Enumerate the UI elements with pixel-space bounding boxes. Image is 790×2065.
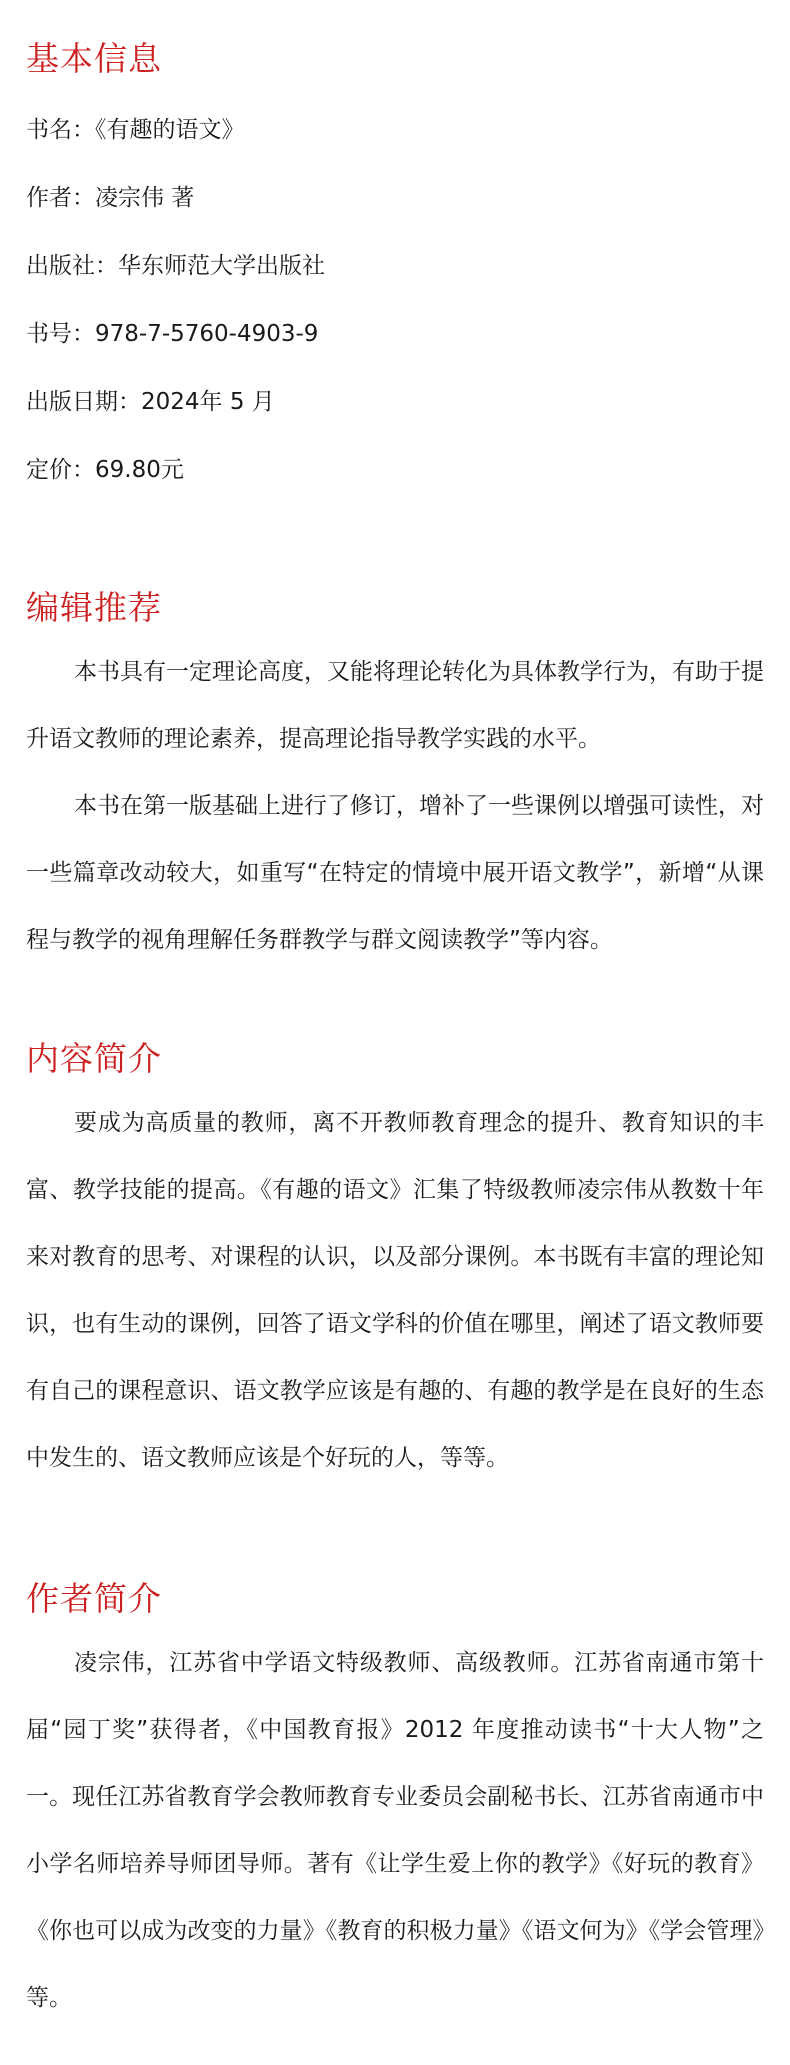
author-intro-paragraph: 凌宗伟，江苏省中学语文特级教师、高级教师。江苏省南通市第十届“园丁奖”获得者，《中国教育报》2012 年度推动读书“十大人物”之一。现任江苏省教育学会教师教育专业委员会副秘书长、江苏省南通市中小学名师培养导师团导师。著有《让学生爱上你的教学》《好玩的教育》《你也可以成为改变的力量》《教育的积极力量》《语文何为》《学会管理》等。	[26, 1650, 764, 2011]
info-price: 定价：69.80元	[26, 457, 184, 483]
author-intro-body	[26, 1630, 764, 2032]
section-title-content-intro: 内容简介	[26, 1039, 162, 1078]
recommendation-paragraph-1: 本书具有一定理论高度，又能将理论转化为具体教学行为，有助于提升语文教师的理论素养，提高理论指导教学实践的水平。	[26, 659, 764, 752]
recommendation-paragraph-2: 本书在第一版基础上进行了修订，增补了一些课例以增强可读性，对一些篇章改动较大，如重写“在特定的情境中展开语文教学”，新增“从课程与教学的视角理解任务群教学与群文阅读教学”等内容。	[26, 793, 764, 953]
info-publisher: 出版社：华东师范大学出版社	[26, 253, 325, 279]
content-intro-paragraph: 要成为高质量的教师，离不开教师教育理念的提升、教育知识的丰富、教学技能的提高。《有趣的语文》汇集了特级教师凌宗伟从教数十年来对教育的思考、对课程的认识，以及部分课例。本书既有丰富的理论知识，也有生动的课例，回答了语文学科的价值在哪里，阐述了语文教师要有自己的课程意识、语文教学应该是有趣的、有趣的教学是在良好的生态中发生的、语文教师应该是个好玩的人，等等。	[26, 1110, 764, 1471]
info-author: 作者：凌宗伟 著	[26, 185, 195, 211]
info-book-name: 书名：《有趣的语文》	[26, 117, 245, 143]
section-title-basic-info: 基本信息	[26, 39, 162, 78]
info-publish-date: 出版日期：2024年 5 月	[26, 389, 275, 415]
info-isbn: 书号：978-7-5760-4903-9	[26, 321, 319, 347]
content-intro-body	[26, 1090, 764, 1492]
section-title-editor-recommendation: 编辑推荐	[26, 588, 162, 627]
basic-info-list	[26, 114, 325, 522]
section-title-author-intro: 作者简介	[26, 1579, 162, 1618]
editor-recommendation-body	[26, 639, 764, 974]
